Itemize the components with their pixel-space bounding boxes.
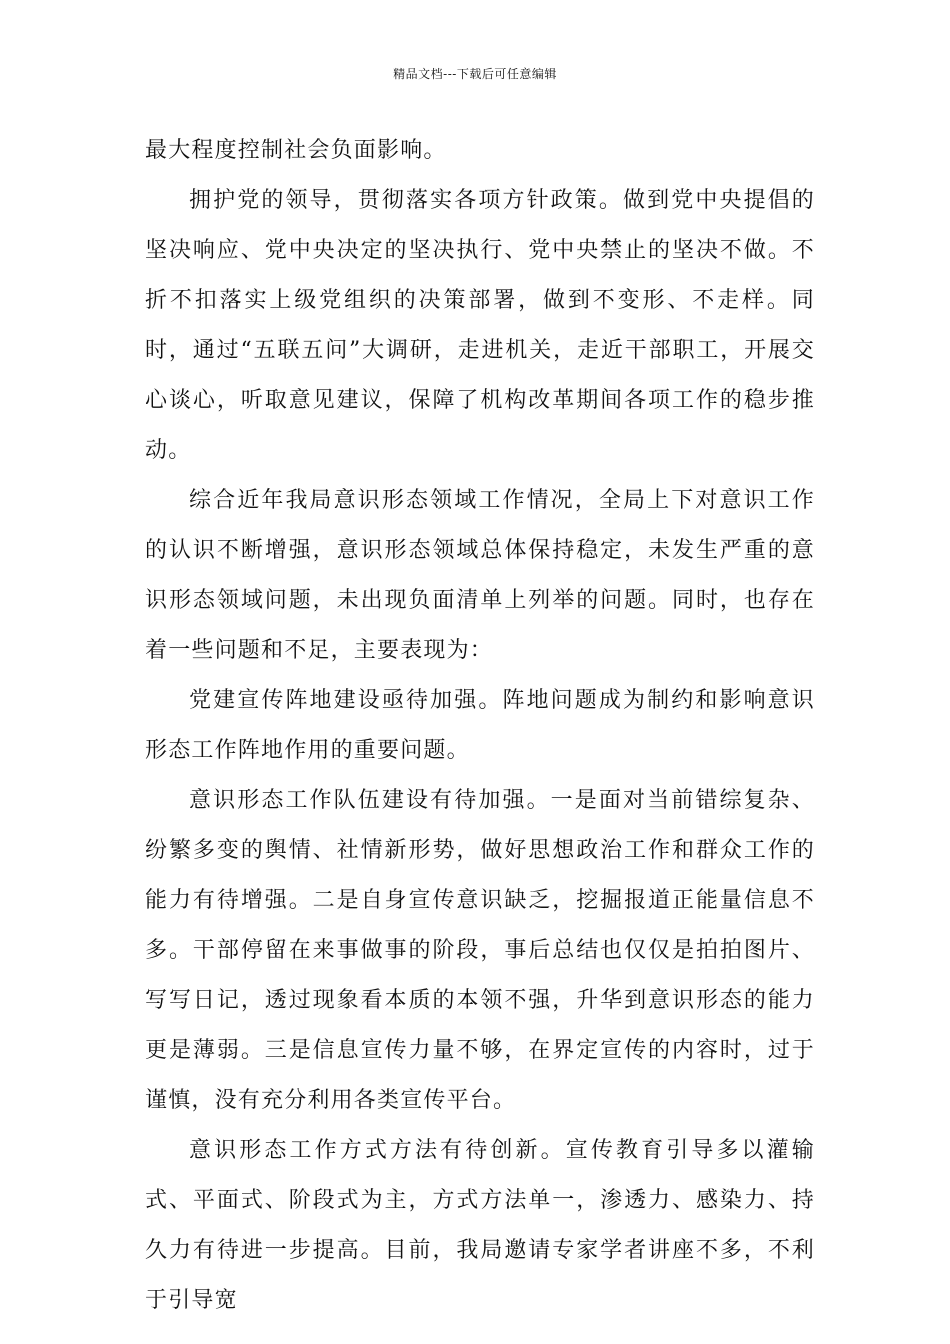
paragraph-methods-innovation: 意识形态工作方式方法有待创新。宣传教育引导多以灌输式、平面式、阶段式为主，方式方法单一，渗透力、感染力、持久力有待进一步提高。目前，我局邀请专家学者讲座不多，不利于引导宽	[145, 1138, 815, 1313]
paragraph-ideology-summary: 综合近年我局意识形态领域工作情况，全局上下对意识工作的认识不断增强，意识形态领域总体保持稳定，未发生严重的意识形态领域问题，未出现负面清单上列举的问题。同时，也存在着一些问题和不足，主要表现为：	[145, 488, 815, 663]
paragraph-team-building: 意识形态工作队伍建设有待加强。一是面对当前错综复杂、纷繁多变的舆情、社情新形势，做好思想政治工作和群众工作的能力有待增强。二是自身宣传意识缺乏，挖掘报道正能量信息不多。干部停留在来事做事的阶段，事后总结也仅仅是拍拍图片、写写日记，透过现象看本质的本领不强，升华到意识形态的能力更是薄弱。三是信息宣传力量不够，在界定宣传的内容时，过于谨慎，没有充分利用各类宣传平台。	[145, 788, 815, 1113]
paragraph-party-leadership: 拥护党的领导，贯彻落实各项方针政策。做到党中央提倡的坚决响应、党中央决定的坚决执行、党中央禁止的坚决不做。不折不扣落实上级党组织的决策部署，做到不变形、不走样。同时，通过“五联五问”大调研，走进机关，走近干部职工，开展交心谈心，听取意见建议，保障了机构改革期间各项工作的稳步推动。	[145, 188, 815, 463]
page-header: 精品文档---下载后可任意编辑	[393, 67, 557, 81]
paragraph-continuation: 最大程度控制社会负面影响。	[145, 138, 447, 163]
document-body	[145, 126, 815, 1326]
paragraph-propaganda-position: 党建宣传阵地建设亟待加强。阵地问题成为制约和影响意识形态工作阵地作用的重要问题。	[145, 688, 815, 763]
